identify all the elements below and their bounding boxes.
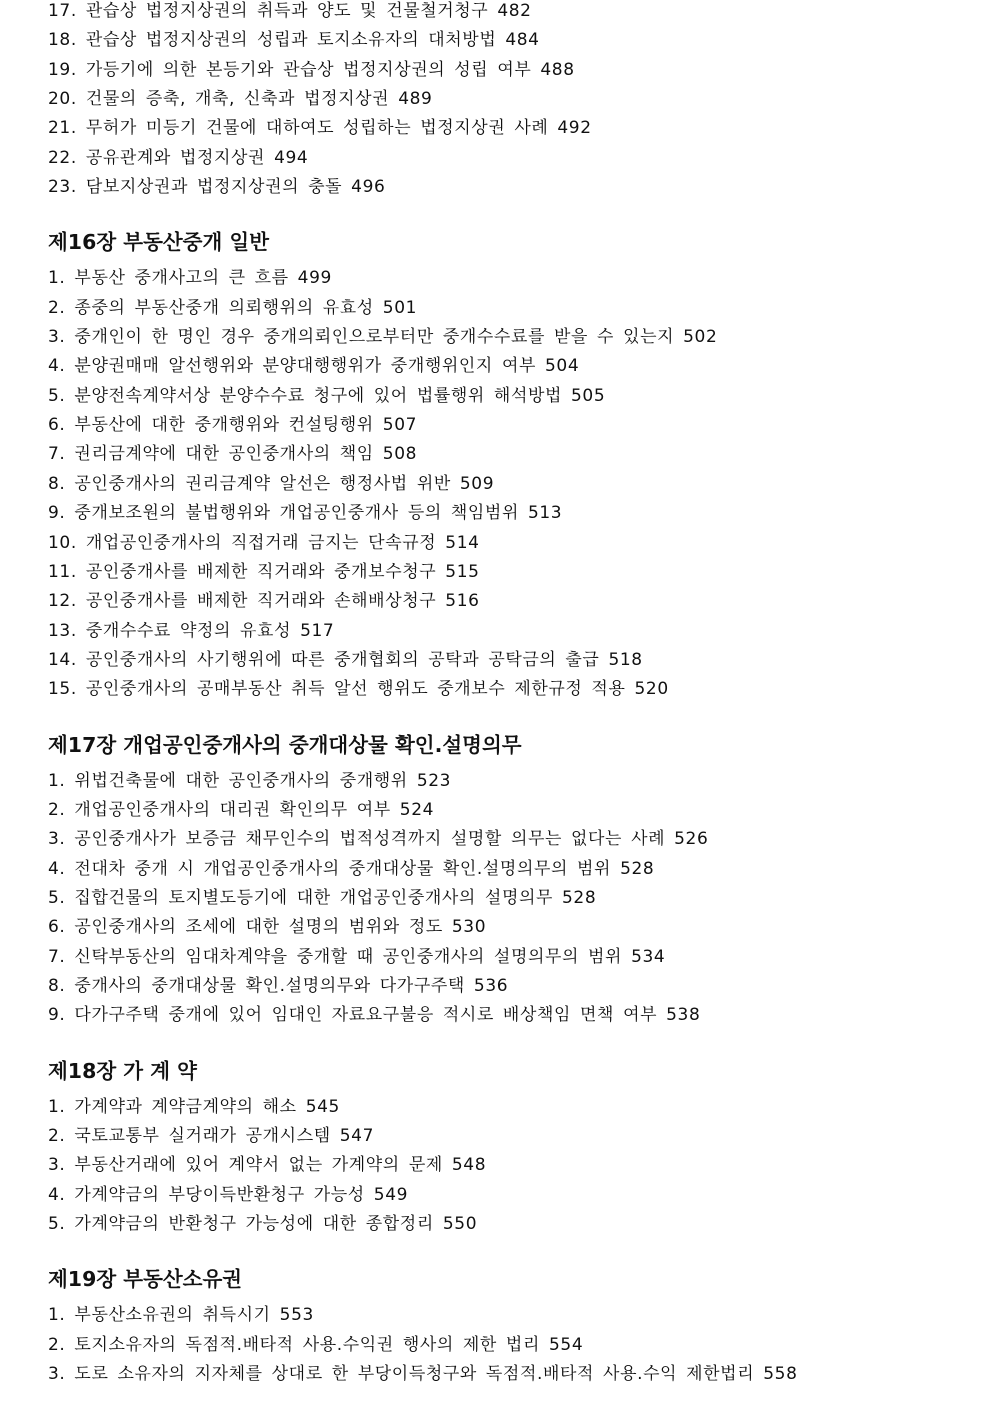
toc-item: 5. 가계약금의 반환청구 가능성에 대한 종합정리 550 <box>48 1214 478 1235</box>
toc-item: 21. 무허가 미등기 건물에 대하여도 성립하는 법정지상권 사례 492 <box>48 118 592 139</box>
chapter-heading: 제19장 부동산소유권 <box>48 1267 243 1292</box>
toc-item: 2. 토지소유자의 독점적.배타적 사용.수익권 행사의 제한 법리 554 <box>48 1334 584 1355</box>
toc-item: 22. 공유관계와 법정지상권 494 <box>48 147 309 168</box>
toc-item: 4. 전대차 중개 시 개업공인중개사의 중개대상물 확인.설명의무의 범위 528 <box>48 858 655 879</box>
chapter-heading: 제16장 부동산중개 일반 <box>48 230 270 255</box>
toc-item: 1. 부동산 중개사고의 큰 흐름 499 <box>48 268 332 289</box>
toc-item: 20. 건물의 증축, 개축, 신축과 법정지상권 489 <box>48 89 433 110</box>
toc-item: 17. 관습상 법정지상권의 취득과 양도 및 건물철거청구 482 <box>48 1 532 21</box>
toc-item: 2. 국토교통부 실거래가 공개시스템 547 <box>48 1126 374 1146</box>
toc-section-chapter-19 <box>48 1257 992 1389</box>
toc-item: 15. 공인중개사의 공매부동산 취득 알선 행위도 중개보수 제한규정 적용 520 <box>48 679 669 700</box>
toc-item: 7. 권리금계약에 대한 공인중개사의 책임 508 <box>48 444 418 465</box>
toc-section-continued <box>48 0 992 202</box>
toc-item: 5. 분양전속계약서상 분양수수료 청구에 있어 법률행위 해석방법 505 <box>48 385 606 406</box>
toc-item: 10. 개업공인중개사의 직접거래 금지는 단속규정 514 <box>48 532 480 553</box>
toc-item: 18. 관습상 법정지상권의 성립과 토지소유자의 대처방법 484 <box>48 30 540 51</box>
toc-item: 13. 중개수수료 약정의 유효성 517 <box>48 620 335 641</box>
toc-item: 2. 개업공인중개사의 대리권 확인의무 여부 524 <box>48 799 435 820</box>
toc-item: 5. 집합건물의 토지별도등기에 대한 개업공인중개사의 설명의무 528 <box>48 887 597 908</box>
toc-item: 3. 중개인이 한 명인 경우 중개의뢰인으로부터만 중개수수료를 받을 수 있는지 502 <box>48 327 718 348</box>
section-gap <box>48 1031 992 1049</box>
toc-item: 23. 담보지상권과 법정지상권의 충돌 496 <box>48 177 386 198</box>
chapter-heading: 제18장 가 계 약 <box>48 1058 197 1083</box>
toc-list <box>48 264 992 704</box>
toc-section-chapter-18 <box>48 1049 992 1240</box>
toc-item: 2. 종중의 부동산중개 의뢰행위의 유효성 501 <box>48 297 418 318</box>
toc-list <box>48 0 992 202</box>
toc-item: 8. 공인중개사의 권리금계약 알선은 행정사법 위반 509 <box>48 473 495 494</box>
toc-item: 4. 가계약금의 부당이득반환청구 가능성 549 <box>48 1184 409 1205</box>
toc-item: 9. 중개보조원의 불법행위와 개업공인중개사 등의 책임범위 513 <box>48 503 563 524</box>
toc-item: 3. 부동산거래에 있어 계약서 없는 가계약의 문제 548 <box>48 1155 487 1176</box>
toc-item: 14. 공인중개사의 사기행위에 따른 중개협회의 공탁과 공탁금의 출급 518 <box>48 649 643 670</box>
toc-item: 1. 가계약과 계약금계약의 해소 545 <box>48 1096 340 1117</box>
toc-item: 3. 공인중개사가 보증금 채무인수의 법적성격까지 설명할 의무는 없다는 사례 526 <box>48 829 709 850</box>
section-gap <box>48 202 992 220</box>
toc-item: 6. 공인중개사의 조세에 대한 설명의 범위와 정도 530 <box>48 917 487 938</box>
toc-list <box>48 1093 992 1240</box>
toc-item: 1. 부동산소유권의 취득시기 553 <box>48 1305 314 1326</box>
chapter-heading: 제17장 개업공인중개사의 중개대상물 확인.설명의무 <box>48 732 522 757</box>
toc-item: 11. 공인중개사를 배제한 직거래와 중개보수청구 515 <box>48 561 480 582</box>
toc-list <box>48 1301 992 1389</box>
toc-item: 19. 가등기에 의한 본등기와 관습상 법정지상권의 성립 여부 488 <box>48 59 575 80</box>
section-gap <box>48 1239 992 1257</box>
toc-item: 6. 부동산에 대한 중개행위와 컨설팅행위 507 <box>48 415 418 436</box>
toc-item: 4. 분양권매매 알선행위와 분양대행행위가 중개행위인지 여부 504 <box>48 356 580 377</box>
toc-item: 7. 신탁부동산의 임대차계약을 중개할 때 공인중개사의 설명의무의 범위 534 <box>48 946 666 967</box>
toc-item: 1. 위법건축물에 대한 공인중개사의 중개행위 523 <box>48 770 452 791</box>
toc-section-chapter-17 <box>48 723 992 1031</box>
toc-list <box>48 767 992 1031</box>
section-gap <box>48 705 992 723</box>
toc-item: 3. 도로 소유자의 지자체를 상대로 한 부당이득청구와 독점적.배타적 사용.수익 제한법리 558 <box>48 1364 798 1385</box>
toc-item: 12. 공인중개사를 배제한 직거래와 손해배상청구 516 <box>48 591 480 612</box>
toc-section-chapter-16 <box>48 220 992 704</box>
toc-item: 8. 중개사의 중개대상물 확인.설명의무와 다가구주택 536 <box>48 975 509 996</box>
toc-item: 9. 다가구주택 중개에 있어 임대인 자료요구불응 적시로 배상책임 면책 여부 538 <box>48 1005 701 1026</box>
